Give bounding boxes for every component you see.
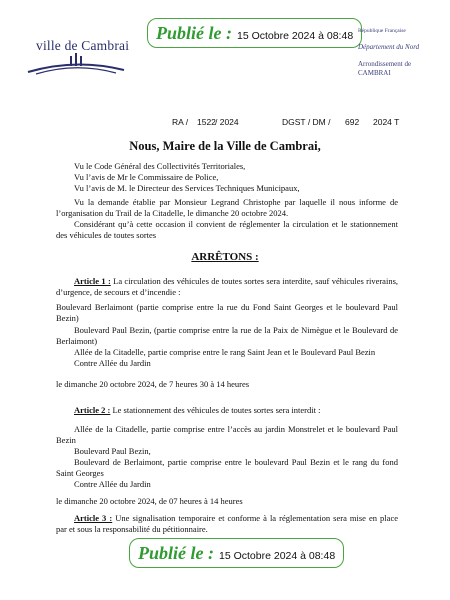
article-2-text: Le stationnement des véhicules de toutes sortes sera interdit : (110, 405, 321, 415)
vu-line: Vu l’avis de M. le Directeur des Services Techniques Municipaux, (74, 183, 300, 193)
stamp-datetime: 15 Octobre 2024 à 08:48 (236, 30, 354, 42)
article-1-item: Boulevard Paul Bezin, (partie comprise entre la rue de la Paix de Nimègue et le Boulevard de Berlaimont) (56, 325, 398, 346)
article-1-label: Article 1 : (74, 276, 111, 286)
arretons-heading: ARRÊTONS : (191, 251, 259, 263)
article-3-text: Une signalisation temporaire et conforme à la réglementation sera mise en place par et sous la responsabilité du pétitionnaire. (56, 513, 398, 534)
article-3 (56, 513, 398, 535)
ref-service: DGST / DM / (282, 117, 331, 127)
article-2-item: Contre Allée du Jardin (74, 479, 151, 489)
ref-number: 1522 (197, 117, 216, 127)
article-1-item: Contre Allée du Jardin (74, 358, 151, 368)
ref-suffix: 2024 T (373, 117, 400, 127)
article-2-item: Boulevard de Berlaimont, partie comprise entre le boulevard Paul Bezin et le rang du fond Saint Georges (56, 457, 398, 478)
article-1-item: Boulevard Berlaimont (partie comprise entre la rue du Fond Saint Georges et le boulevard Paul Bezin) (56, 302, 398, 323)
article-1-item: Allée de la Citadelle, partie comprise entre le rang Saint Jean et le Boulevard Paul Bezin (74, 347, 376, 357)
vu-line: Vu le Code Général des Collectivités Territoriales, (74, 161, 246, 171)
article-2-item: Boulevard Paul Bezin, (74, 446, 151, 456)
departement-label: Département du Nord (358, 43, 420, 51)
logo-text: ville de Cambrai (36, 38, 130, 53)
stamp-datetime: 15 Octobre 2024 à 08:48 (218, 550, 336, 562)
page-title: Nous, Maire de la Ville de Cambrai, (129, 139, 321, 153)
article-1-text: La circulation des véhicules de toutes sortes sera interdite, sauf véhicules riverains, d’urgence, de secours et d’incendie : (56, 276, 399, 297)
article-2 (56, 405, 398, 416)
article-3-label: Article 3 : (74, 513, 113, 523)
ref-prefix: RA / (172, 117, 189, 127)
stamp-label: Publié le : (138, 543, 214, 563)
article-2-label: Article 2 : (74, 405, 111, 415)
article-2-date: le dimanche 20 octobre 2024, de 07 heures à 14 heures (56, 496, 243, 506)
article-1 (56, 276, 398, 298)
city-logo-icon (26, 50, 126, 76)
article-2-item: Allée de la Citadelle, partie comprise entre l’accès au jardin Monstrelet et le boulevard Paul Bezin (56, 424, 398, 445)
ref-code: 692 (345, 117, 360, 127)
publication-stamp-top (147, 18, 362, 48)
article-1-date: le dimanche 20 octobre 2024, de 7 heures 30 à 14 heures (56, 379, 250, 389)
republique-label: République Française (358, 28, 406, 34)
demande-paragraph: Vu la demande établie par Monsieur Legrand Christophe par laquelle il nous informe de l’organisation du Trail de la Citadelle, le dimanche 20 octobre 2024. (56, 197, 398, 218)
publication-stamp-bottom (129, 538, 344, 568)
stamp-label: Publié le : (156, 23, 232, 43)
considerant-paragraph: Considérant qu’à cette occasion il convient de réglementer la circulation et le stationnement des véhicules de toutes sortes (56, 219, 398, 240)
ref-year: / 2024 (215, 117, 239, 127)
arrondissement-label: Arrondissement de CAMBRAI (358, 60, 412, 77)
vu-line: Vu l’avis de Mr le Commissaire de Police, (74, 172, 219, 182)
